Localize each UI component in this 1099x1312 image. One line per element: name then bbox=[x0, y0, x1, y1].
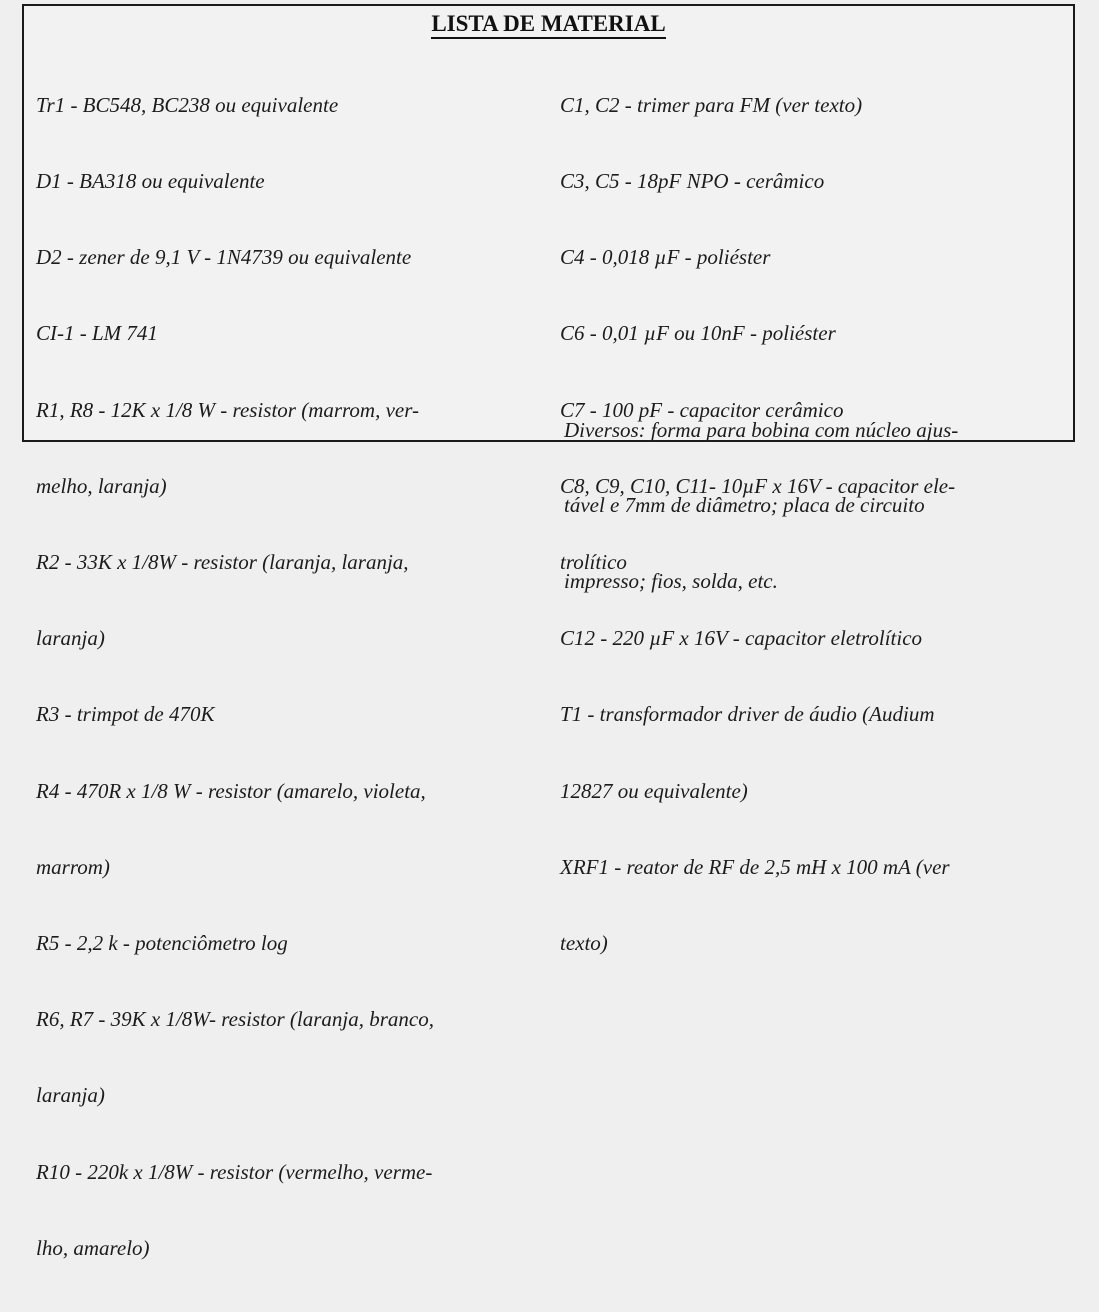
list-item: C3, C5 - 18pF NPO - cerâmico bbox=[560, 169, 825, 194]
list-item: R5 - 2,2 k - potenciômetro log bbox=[36, 931, 288, 956]
list-item: R4 - 470R x 1/8 W - resistor (amarelo, violeta, bbox=[36, 778, 426, 803]
list-item: R1, R8 - 12K x 1/8 W - resistor (marrom, ver- bbox=[36, 397, 419, 422]
misc-line: impresso; fios, solda, etc. bbox=[564, 568, 778, 593]
title-text: LISTA DE MATERIAL bbox=[431, 11, 665, 39]
list-item: XRF1 - reator de RF de 2,5 mH x 100 mA (ver bbox=[560, 854, 950, 879]
list-item: C8, C9, C10, C11- 10µF x 16V - capacitor ele- bbox=[560, 473, 956, 498]
misc-line: Diversos: forma para bobina com núcleo ajus- bbox=[564, 418, 959, 442]
list-item: laranja) bbox=[36, 626, 105, 651]
list-item: melho, laranja) bbox=[36, 473, 167, 498]
list-item: C1, C2 - trimer para FM (ver texto) bbox=[560, 92, 863, 117]
list-item: C6 - 0,01 µF ou 10nF - poliéster bbox=[560, 321, 836, 346]
list-item: Tr1 - BC548, BC238 ou equivalente bbox=[36, 92, 339, 117]
list-item: CI-1 - LM 741 bbox=[36, 321, 158, 346]
list-title bbox=[24, 11, 1073, 37]
list-item: trolítico bbox=[560, 550, 627, 575]
misc-notes bbox=[564, 368, 958, 644]
list-item: C4 - 0,018 µF - poliéster bbox=[560, 245, 771, 270]
list-item: R6, R7 - 39K x 1/8W- resistor (laranja, branco, bbox=[36, 1007, 434, 1032]
list-item: R10 - 220k x 1/8W - resistor (vermelho, verme- bbox=[36, 1159, 433, 1184]
left-column bbox=[36, 42, 434, 1312]
list-item: marrom) bbox=[36, 854, 110, 879]
misc-line: tável e 7mm de diâmetro; placa de circuito bbox=[564, 493, 925, 518]
list-item: lho, amarelo) bbox=[36, 1235, 150, 1260]
list-item: C7 - 100 pF - capacitor cerâmico bbox=[560, 397, 844, 422]
list-item: C12 - 220 µF x 16V - capacitor eletrolítico bbox=[560, 626, 923, 651]
list-item: T1 - transformador driver de áudio (Audium bbox=[560, 702, 935, 727]
list-item: D2 - zener de 9,1 V - 1N4739 ou equivalente bbox=[36, 245, 412, 270]
list-item: texto) bbox=[560, 931, 608, 956]
list-item: D1 - BA318 ou equivalente bbox=[36, 169, 265, 194]
list-item: laranja) bbox=[36, 1083, 105, 1108]
list-item: 12827 ou equivalente) bbox=[560, 778, 748, 803]
material-list-box bbox=[22, 4, 1075, 1260]
list-item: R2 - 33K x 1/8W - resistor (laranja, laranja, bbox=[36, 550, 409, 575]
list-item: R3 - trimpot de 470K bbox=[36, 702, 215, 727]
